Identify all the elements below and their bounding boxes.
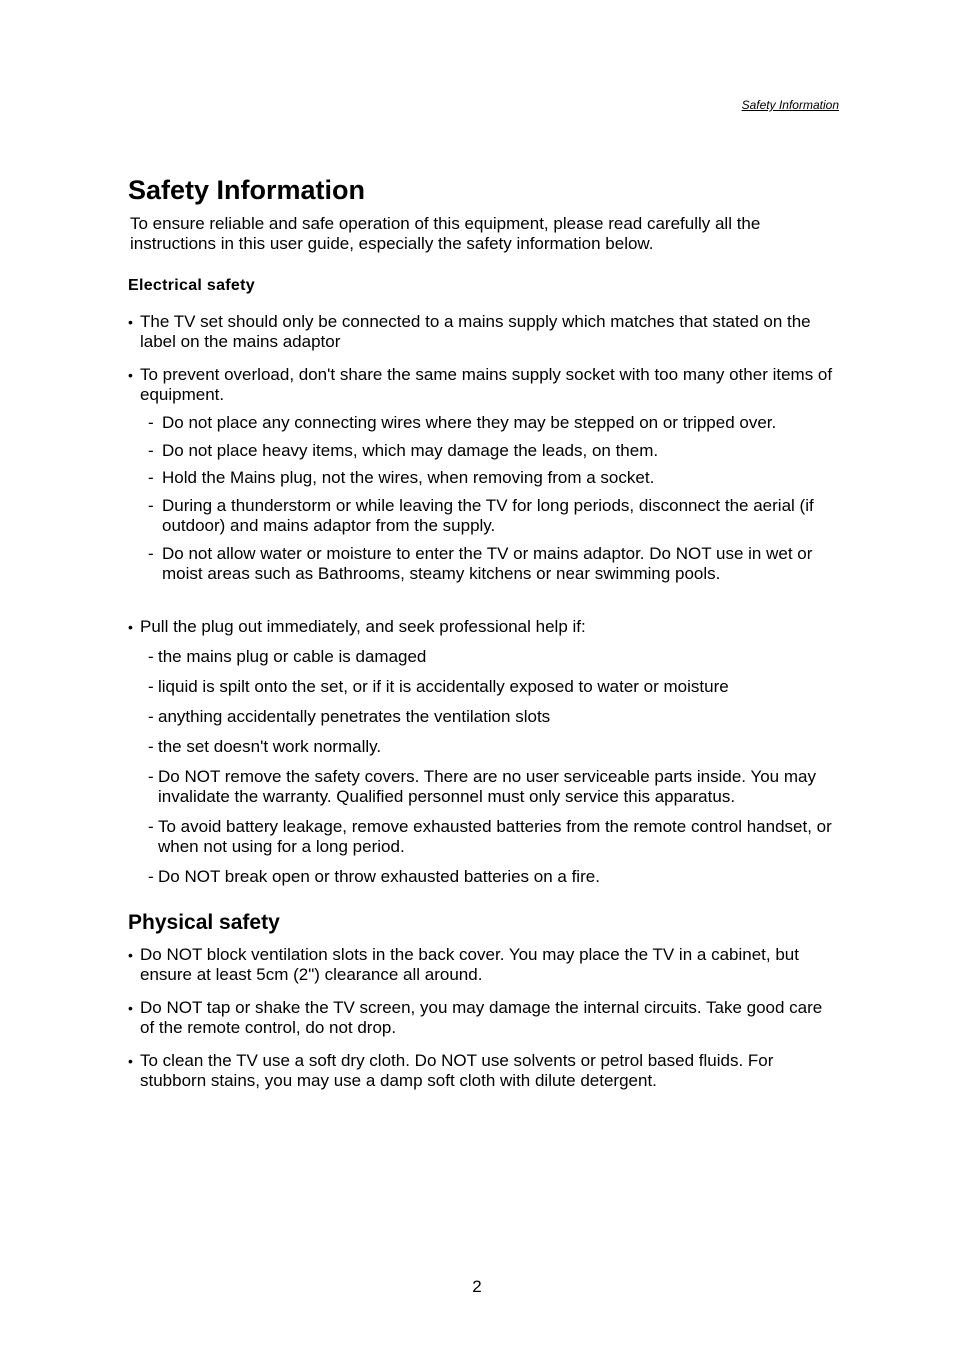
list-item: • To clean the TV use a soft dry cloth. Do NOT use solvents or petrol based fluids. For stubborn stains, you may use a damp soft cloth with dilute detergent. xyxy=(128,1051,840,1091)
list-item: - liquid is spilt onto the set, or if it is accidentally exposed to water or moisture xyxy=(148,677,838,697)
list-item: - Do not place any connecting wires where they may be stepped on or tripped over. xyxy=(148,413,842,433)
list-item: • Do NOT tap or shake the TV screen, you may damage the internal circuits. Take good care of the remote control, do not drop. xyxy=(128,998,840,1038)
list-item: - Do not place heavy items, which may damage the leads, on them. xyxy=(148,441,842,461)
page-number: 2 xyxy=(472,1277,482,1296)
list-item: - Do NOT break open or throw exhausted batteries on a fire. xyxy=(148,867,838,887)
electrical-safety-heading: Electrical safety xyxy=(128,277,255,294)
list-item: - Do not allow water or moisture to enter the TV or mains adaptor. Do NOT use in wet or moist areas such as Bathrooms, steamy kitchens or near swimming pools. xyxy=(148,544,842,584)
intro-paragraph: To ensure reliable and safe operation of this equipment, please read carefully all the instructions in this user guide, especially the safety information below. xyxy=(130,214,761,253)
list-item: - the set doesn't work normally. xyxy=(148,737,838,757)
list-item: • The TV set should only be connected to a mains supply which matches that stated on the label on the mains adaptor xyxy=(128,312,840,352)
list-item: • Do NOT block ventilation slots in the back cover. You may place the TV in a cabinet, but ensure at least 5cm (2") clearance all around. xyxy=(128,945,840,985)
page-title: Safety Information xyxy=(128,175,366,205)
list-item: - the mains plug or cable is damaged xyxy=(148,647,838,667)
list-item: - anything accidentally penetrates the ventilation slots xyxy=(148,707,838,727)
list-item: - During a thunderstorm or while leaving the TV for long periods, disconnect the aerial (if outdoor) and mains adaptor from the supply. xyxy=(148,496,842,536)
list-item: - Do NOT remove the safety covers. There are no user serviceable parts inside. You may invalidate the warranty. Qualified personnel must only service this apparatus. xyxy=(148,767,838,807)
list-item: • To prevent overload, don't share the same mains supply socket with too many other items of equipment. xyxy=(128,365,840,405)
list-item: - Hold the Mains plug, not the wires, when removing from a socket. xyxy=(148,468,842,488)
running-header: Safety Information xyxy=(741,98,839,112)
list-item: • Pull the plug out immediately, and seek professional help if: xyxy=(128,617,840,637)
list-item: - To avoid battery leakage, remove exhausted batteries from the remote control handset, or when not using for a long period. xyxy=(148,817,838,857)
physical-safety-heading: Physical safety xyxy=(128,911,280,934)
